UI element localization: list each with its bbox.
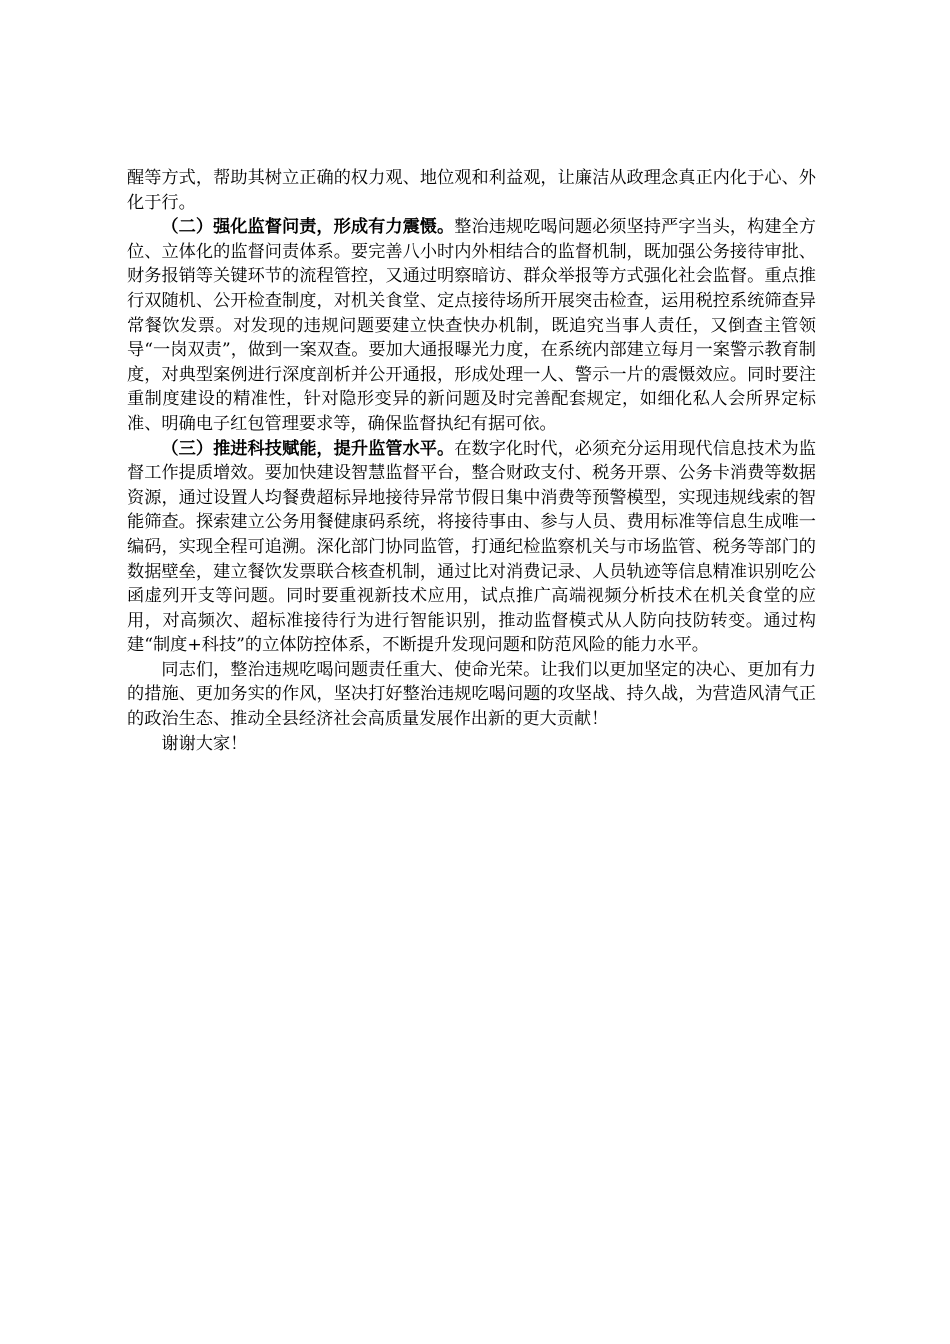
paragraph-text: 同志们，整治违规吃喝问题责任重大、使命光荣。让我们以更加坚定的决心、更加有力的措施、更加务实的作风，坚决打好整治违规吃喝问题的攻坚战、持久战，为营造风清气正的政治生态、推动全县经济社会高质量发展作出新的更大贡献！ bbox=[127, 659, 816, 730]
paragraph-closing bbox=[127, 658, 816, 732]
section-heading-3: （三）推进科技赋能，提升监管水平。 bbox=[161, 438, 455, 459]
document-body bbox=[127, 166, 816, 756]
paragraph-text: 整治违规吃喝问题必须坚持严字当头，构建全方位、立体化的监督问责体系。要完善八小时内外相结合的监督机制，既加强公务接待审批、财务报销等关键环节的流程管控，又通过明察暗访、群众举报等方式强化社会监督。重点推行双随机、公开检查制度，对机关食堂、定点接待场所开展突击检查，运用税控系统筛查异常餐饮发票。对发现的违规问题要建立快查快办机制，既追究当事人责任，又倒查主管领导“一岗双责”，做到一案双查。要加大通报曝光力度，在系统内部建立每月一案警示教育制度，对典型案例进行深度剖析并公开通报，形成处理一人、警示一片的震慑效应。同时要注重制度建设的精准性，针对隐形变异的新问题及时完善配套规定，如细化私人会所界定标准、明确电子红包管理要求等，确保监督执纪有据可依。 bbox=[127, 217, 816, 434]
paragraph-technology-empowerment bbox=[127, 437, 816, 658]
paragraph-text: 谢谢大家！ bbox=[161, 733, 248, 754]
paragraph-text: 在数字化时代，必须充分运用现代信息技术为监督工作提质增效。要加快建设智慧监督平台，整合财政支付、税务开票、公务卡消费等数据资源，通过设置人均餐费超标异地接待异常节假日集中消费等预警模型，实现违规线索的智能筛查。探索建立公务用餐健康码系统，将接待事由、参与人员、费用标准等信息生成唯一编码，实现全程可追溯。深化部门协同监管，打通纪检监察机关与市场监管、税务等部门的数据壁垒，建立餐饮发票联合核查机制，通过比对消费记录、人员轨迹等信息精准识别吃公函虚列开支等问题。同时要重视新技术应用，试点推广高端视频分析技术在机关食堂的应用，对高频次、超标准接待行为进行智能识别，推动监督模式从人防向技防转变。通过构建“制度+科技”的立体防控体系，不断提升发现问题和防范风险的能力水平。 bbox=[127, 438, 816, 656]
paragraph-supervision-accountability bbox=[127, 215, 816, 436]
section-heading-2: （二）强化监督问责，形成有力震慑。 bbox=[161, 217, 455, 238]
paragraph-text: 醒等方式，帮助其树立正确的权力观、地位观和利益观，让廉洁从政理念真正内化于心、外化于行。 bbox=[127, 168, 816, 213]
paragraph-continuation bbox=[127, 166, 816, 215]
paragraph-thanks bbox=[127, 732, 816, 757]
